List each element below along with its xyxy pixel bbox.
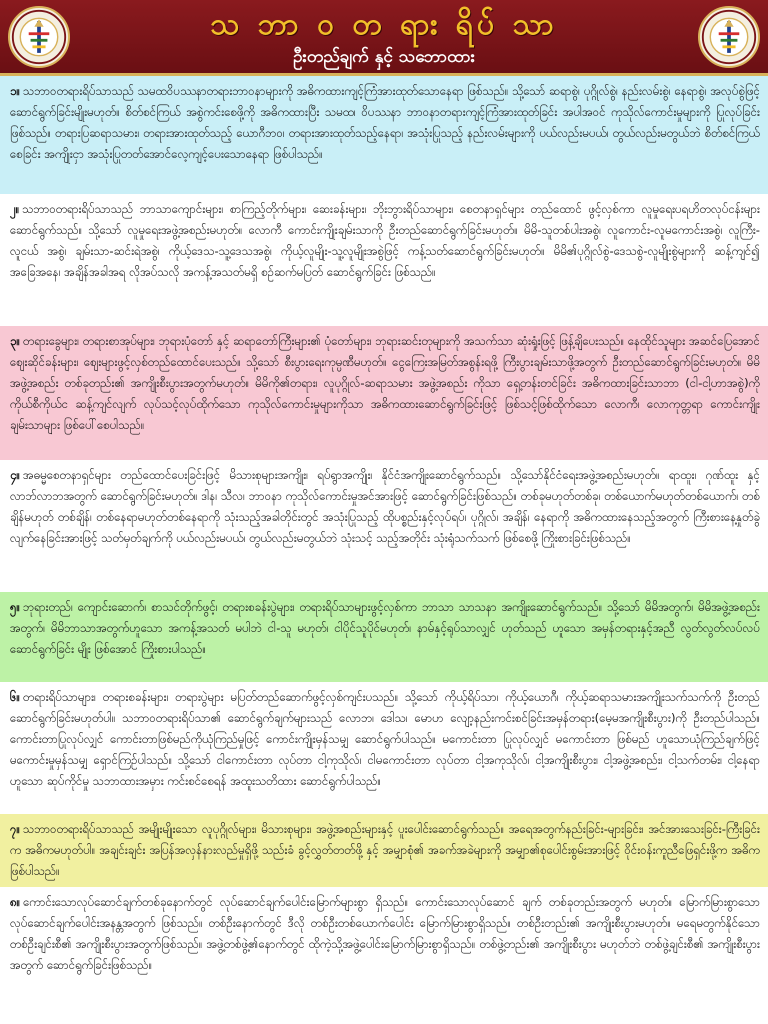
principle-section-7 [0, 814, 768, 887]
section-number: ၁။ [10, 84, 21, 98]
seal-left-graphic [10, 8, 68, 66]
principle-section-1 [0, 76, 768, 194]
principle-section-3 [0, 326, 768, 460]
section-number: ၇။ [10, 822, 21, 836]
section-number: ၄။ [10, 468, 21, 482]
page-title: သ ဘာ ဝ တ ရား ရိပ် သာ [210, 7, 558, 42]
section-number: ၅။ [10, 600, 21, 614]
section-text: သဘာဝတရားရိပ်သာသည် သမထဝိပဿနာတရားဘာဝနာများကို အဓိကထားကျင့်ကြံအားထုတ်သောနေရာ ဖြစ်သည်။ သို့သော် ဆရာစွဲ၊ ပုဂ္ဂိုလ်စွဲ၊ နည်းလမ်းစွဲ၊ နေရာစွဲ၊ အလုပ်စွဲဖြင့် ဆောင်ရွက်ခြင်းမျိုးမဟုတ်။ စိတ်စင်ကြယ် အစွဲကင်းစေဖို့ကို အဓိကထားပြီး သမထ၊ ဝိပဿနာ ဘာဝနာတရားကျင့်ကြံအားထုတ်ခြင်း အပါအဝင် ကုသိုလ်ကောင်းမှုများကို ပြုလုပ်ခြင်း ဖြစ်သည်။ တရားပြဆရာသမား၊ တရားအားထုတ်သည့် ယောဂီဘဝ၊ တရားအားထုတ်သည့်နေရာ၊ အသုံးပြုသည့် နည်းလမ်းများကို ပယ်လည်းမပယ်၊ တွယ်လည်းမတွယ်ဘဲ စိတ်စင်ကြယ်စေခြင်း အကျိုးငှာ အသုံးပြုတတ်အောင်လေ့ကျင့်ပေးသောနေရာ ဖြစ်ပါသည်။ [10, 84, 760, 161]
section-text: သဘာဝတရားရိပ်သာသည် ဘာသာကျောင်းများ၊ စာကြည့်တိုက်များ၊ ဆေးခန်းများ၊ ဘိုးဘွားရိပ်သာများ၊ စေတနာရှင်များ တည်ထောင် ဖွင့်လှစ်ကာ လူမှုရေးပရဟိတလုပ်ငန်းများဆောင်ရွက်သည်။ သို့သော် လူမှုရေးအဖွဲ့အစည်းမဟုတ်။ လောကီ ကောင်းကျိုးချမ်းသာကို ဦးတည်ဆောင်ရွက်ခြင်းမဟုတ်။ မိမိ-သူတစ်ပါးအစွဲ၊ လူကောင်း-လူမကောင်းအစွဲ၊ လူကြီး-လူငယ် အစွဲ၊ ချမ်းသာ-ဆင်းရဲအစွဲ၊ ကိုယ့်ဒေသ-သူ့ဒေသအစွဲ၊ ကိုယ့်လူမျိုး-သူ့လူမျိုးအစွဲဖြင့် ကန့်သတ်ဆောင်ရွက်ခြင်းမဟုတ်။ မိမိ၏ပုဂ္ဂိုလ်စွဲ-ဒေသစွဲ-လူမျိုးစွဲများကို ဆန့်ကျင်၍ အခြေအနေ၊ အချိန်အခါအရ လိုအပ်သလို အကန့်အသတ်မရှိ စဉ်ဆက်မပြတ် ဆောင်ရွက်ခြင်း ဖြစ်သည်။ [10, 202, 760, 279]
section-text: တရားရိပ်သာများ၊ တရားစခန်းများ၊ တရားပွဲများ မပြတ်တည်ဆောက်ဖွင့်လှစ်ကျင်းပသည်။ သို့သော် ကိုယ့်ရိပ်သာ၊ ကိုယ့်ယောဂီ၊ ကိုယ့်ဆရာသမားအကျိုးသက်သက်ကို ဦးတည်ဆောင်ရွက်ခြင်းမဟုတ်ပါ။ သဘာဝတရားရိပ်သာ၏ ဆောင်ရွက်ချက်များသည် လောဘ၊ ဒေါသ၊ မောဟ လျော့နည်းကင်းစင်ခြင်းအမှန်တရား(မေ့မအကျိုးစီးပွား)ကို ဦးတည်ပါသည်။ ကောင်းတာပြုလုပ်လျှင် ကောင်းတာဖြစ်မည်ကိုယုံကြည်မှုဖြင့် ကောင်းကျိုးမှန်သမျှ ဆောင်ရွက်ပါသည်။ မကောင်းတာ ပြုလုပ်လျှင် မကောင်းတာ ဖြစ်မည် ဟူသောယုံကြည်ချက်ဖြင့် မကောင်းမှုမှန်သမျှ ရှောင်ကြဉ်ပါသည်။ သို့သော် ငါကောင်းတာ လုပ်တာ ငါ့ကုသိုလ်၊ ငါမကောင်းတာ လုပ်တာ ငါ့အကုသိုလ်၊ ငါ့အကျိုးစီးပွား၊ ငါ့အဖွဲ့အစည်း၊ ငါ့သက်တမ်း၊ ငါ့နေရာ ဟူသော ဆုပ်ကိုင်မှု သဘာထားအမှား ကင်းစင်စေရန် အထူးသတိထား ဆောင်ရွက်ပါသည်။ [10, 690, 760, 788]
section-number: ၈။ [10, 895, 21, 909]
principle-section-4 [0, 460, 768, 592]
seal-right-graphic [700, 8, 758, 66]
section-text: အဓမ္မစေတနာရှင်များ တည်ထောင်ပေးခြင်းဖြင့် မိသားစုများအကျိုး၊ ရပ်ရွာအကျိုး၊ နိုင်ငံအကျိုးဆောင်ရွက်သည်။ သို့သော်နိုင်ငံရေးအဖွဲ့အစည်းမဟုတ်။ ရာထူး၊ ဂုဏ်ထူး နှင့် လာဘ်လာဘအတွက် ဆောင်ရွက်ခြင်းမဟုတ်။ ဒါန၊ သီလ၊ ဘာဝနာ ကုသိုလ်ကောင်းမှုအင်အားဖြင့် ဆောင်ရွက်ခြင်းဖြစ်သည်။ တစ်ခုမဟုတ်တစ်ခု၊ တစ်ယောက်မဟုတ်တစ်ယောက်၊ တစ်ချိန်မဟုတ် တစ်ချိန်၊ တစ်နေရာမဟုတ်တစ်နေရာကို သုံးသည့်အခါတိုင်းတွင် အသုံးပြုသည့် ထိုပစ္စည်းနှင့်လုပ်ရပ်၊ ပုဂ္ဂိုလ်၊ အချိန်၊ နေရာကို အဓိကထားနေသည့်အတွက် ကြီးစားနေ့နှုတ်ခွဲလျက်နေခြင်းအားဖြင့် သတ်မှတ်ချက်ကို ပယ်လည်းမပယ်၊ တွယ်လည်းမတွယ်ဘဲ သုံးသင့် သည့်အတိုင်း သုံးရုံသက်သက် ဖြစ်စေဖို့ ကြိုးစားခြင်းဖြစ်သည်။ [10, 468, 760, 545]
section-number: ၃။ [10, 334, 21, 348]
monastery-seal-icon [8, 6, 70, 68]
header-banner [0, 0, 768, 76]
page-subtitle: ဦးတည်ချက် နှင့် သဘောထား [293, 47, 475, 67]
section-number: ၆။ [10, 690, 21, 704]
principle-section-8 [0, 887, 768, 1021]
section-number: ၂။ [10, 202, 20, 216]
section-text: ဘုရားတည်၊ ကျောင်းဆောက်၊ စာသင်တိုက်ဖွင့်၊ တရားစခန်းပွဲများ၊ တရားရိပ်သာများဖွင့်လှစ်ကာ ဘာသာ သာသနာ အကျိုးဆောင်ရွက်သည်။ သို့သော် မိမိအတွက်၊ မိမိအဖွဲ့အစည်းအတွက်၊ မိမိဘာသာအတွက်ဟူသော အကန့်အသတ် မပါဘဲ ငါ-သူ မဟုတ်၊ ငါပိုင်သူပိုင်မဟုတ်၊ နာမ်နှင့်ရုပ်သာလျှင် ဟုတ်သည် ဟူသော အမှန်တရားနှင့်အညီ လွတ်လွတ်လပ်လပ် ဆောင်ရွက်ခြင်း မျိုး ဖြစ်အောင် ကြိုးစားပါသည်။ [10, 600, 760, 656]
section-text: သဘာဝတရားရိပ်သာသည် အမျိုးမျိုးသော လူပုဂ္ဂိုလ်များ၊ မိသားစုများ၊ အဖွဲ့အစည်းများနှင့် ပူးပေါင်းဆောင်ရွက်သည်။ အရေအတွက်နည်းခြင်း-များခြင်း၊ အင်အားသေးခြင်း-ကြီးခြင်းက အဓိကမဟုတ်ပါ။ အချင်းချင်း အပြန်အလှန်နားလည်မှုရှိဖို့ သည်းခံ ခွင့်လွှတ်တတ်ဖို့ နှင့် အမျှာစုံ၏ အခက်အခဲများကို အမျှာ၏စုပေါင်းစွမ်းအားဖြင့် ဝိုင်းဝန်းကူညီဖြေရှင်းဖို့က အဓိကဖြစ်ပါသည်။ [10, 822, 760, 878]
section-text: ကောင်းသောလုပ်ဆောင်ချက်တစ်ခုနောက်တွင် လုပ်ဆောင်ချက်ပေါင်းမြောက်များစွာ ရှိသည်။ ကောင်းသောလုပ်ဆောင် ချက် တစ်ခုတည်းအတွက် မဟုတ်။ မြောက်မြားစွာသော လုပ်ဆောင်ချက်ပေါင်းအနန္တအတွက် ဖြစ်သည်။ တစ်ဦးနောက်တွင် ဒီလို တစ်ဦးတစ်ယောက်ပေါင်း မြောက်မြားစွာရှိသည်။ တစ်ဦးတည်း၏ အကျိုးစီးပွားမဟုတ်။ မရေမတွက်နိုင်သော တစ်ဦးချင်းစီ၏ အကျိုးစီးပွားအတွက်ဖြစ်သည်။ အဖွဲ့တစ်ဖွဲ့၏နောက်တွင် ထိုကဲ့သို့အဖွဲ့ပေါင်းမြောက်မြားစွာရှိသည်။ တစ်ဖွဲ့တည်း၏ အကျိုးစီးပွား မဟုတ်ဘဲ တစ်ဖွဲ့ချင်းစီ၏ အကျိုးစီးပွားအတွက် ဆောင်ရွက်ခြင်းဖြစ်သည်။ [10, 895, 760, 972]
principle-section-5 [0, 592, 768, 682]
principle-section-2 [0, 194, 768, 326]
principles-list [0, 76, 768, 1024]
section-text: တရားခွေများ၊ တရားစာအုပ်များ၊ ဘုရားပုံတော် နှင့် ဆရာတော်ကြီးများ၏ ပုံတော်များ၊ ဘုရားဆင်းတုများကို အသက်သာ ဆုံးရှုံးဖြင့် ဖြန့်ချိပေးသည်။ နေထိုင်သူများ အဆင်ပြေအောင် ဈေးဆိုင်ခန်းများ၊ ဈေးများဖွင့်လှစ်တည်ထောင်ပေးသည်။ သို့သော် စီးပွားရေးကုမ္ပဏီမဟုတ်။ ငွေကြေးအမြတ်အစွန်းရဖို့ ကြီးပွားချမ်းသာဖို့အတွက် ဦးတည်ဆောင်ရွက်ခြင်းမဟုတ်။ မိမိ အဖွဲ့အစည်း တစ်ခုတည်း၏ အကျိုးစီးပွားအတွက်မဟုတ်။ မိမိကို၏တရား၊ လူပုဂ္ဂိုလ်-ဆရာသမား အဖွဲ့အစည်း ကိုသာ ရှေ့တန်းတင်ခြင်း အဓိကထားခြင်းသာဘာ (ငါ-ငါ့ဟာအစွဲ)ကို ကိုယ်စီကိုယ်င ဆန့်ကျင်လျက် လုပ်သင့်လုပ်ထိုက်သော ကုသိုလ်ကောင်းမှုများကိုသာ အဓိကထားဆောင်ရွက်ခြင်းဖြင့် ဖြစ်သင့်ဖြစ်ထိုက်သော လောကီ၊ လောကုတ္တရာ ကောင်းကျိုး ချမ်းသာများ ဖြစ်ပေါ်စေပါသည်။ [10, 334, 760, 432]
monastery-seal-icon [698, 6, 760, 68]
principle-section-6 [0, 682, 768, 814]
